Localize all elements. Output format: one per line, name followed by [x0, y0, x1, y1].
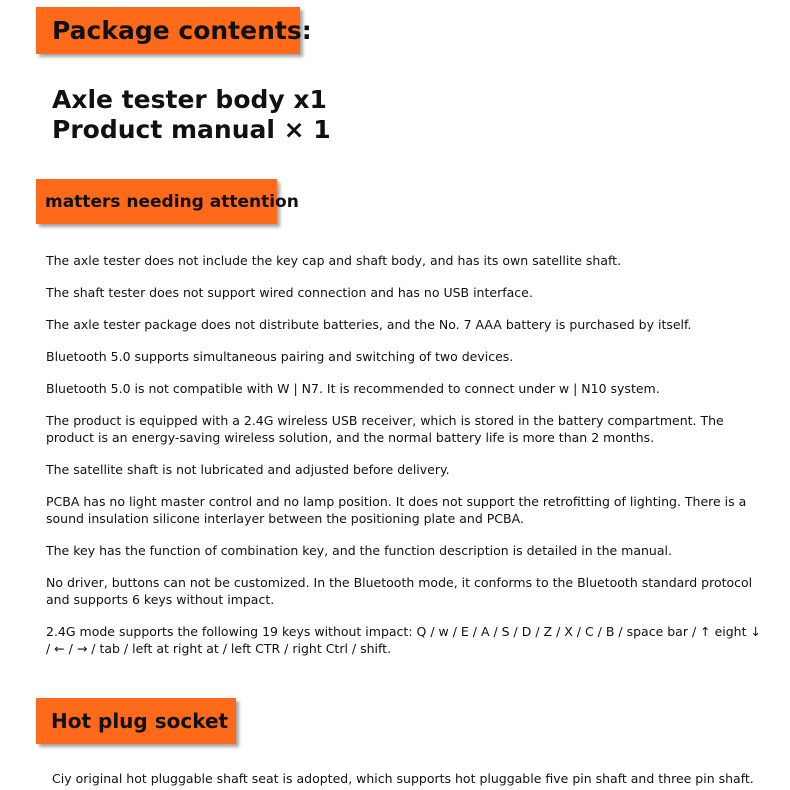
hot-plug-description: Ciy original hot pluggable shaft seat is adopted, which supports hot pluggable five pin shaft and three pin shaft.	[52, 771, 754, 786]
attention-note: The axle tester does not include the key cap and shaft body, and has its own satellite shaft.	[46, 253, 622, 268]
attention-note: The satellite shaft is not lubricated and adjusted before delivery.	[46, 462, 450, 477]
package-item-tester-body: Axle tester body x1	[52, 85, 327, 114]
attention-note: The shaft tester does not support wired connection and has no USB interface.	[46, 285, 533, 300]
hot-plug-heading: Hot plug socket	[36, 698, 236, 744]
package-contents-list	[52, 85, 331, 145]
attention-note: The axle tester package does not distribute batteries, and the No. 7 AAA battery is purchased by itself.	[46, 317, 692, 332]
attention-note: No driver, buttons can not be customized. In the Bluetooth mode, it conforms to the Bluetooth standard protocol and supports 6 keys without impact.	[46, 575, 753, 607]
attention-note: The product is equipped with a 2.4G wireless USB receiver, which is stored in the battery compartment. The product is an energy-saving wireless solution, and the normal battery life is more than 2 months.	[46, 413, 724, 445]
attention-note: 2.4G mode supports the following 19 keys without impact: Q / w / E / A / S / D / Z / X / C / B / space bar / ↑ eight ↓ / ← / → / tab / left at right at / left CTR / right Ctrl / shift.	[46, 624, 761, 656]
package-contents-heading: Package contents:	[36, 7, 300, 54]
package-item-manual: Product manual × 1	[52, 115, 331, 144]
attention-note: PCBA has no light master control and no lamp position. It does not support the retrofitting of lighting. There is a sound insulation silicone interlayer between the positioning plate and PCBA.	[46, 494, 747, 526]
attention-note: The key has the function of combination key, and the function description is detailed in the manual.	[46, 543, 672, 558]
attention-notes	[46, 252, 766, 672]
attention-heading: matters needing attention	[36, 179, 277, 224]
attention-note: Bluetooth 5.0 is not compatible with W | N7. It is recommended to connect under w | N10 system.	[46, 381, 660, 396]
attention-note: Bluetooth 5.0 supports simultaneous pairing and switching of two devices.	[46, 349, 514, 364]
